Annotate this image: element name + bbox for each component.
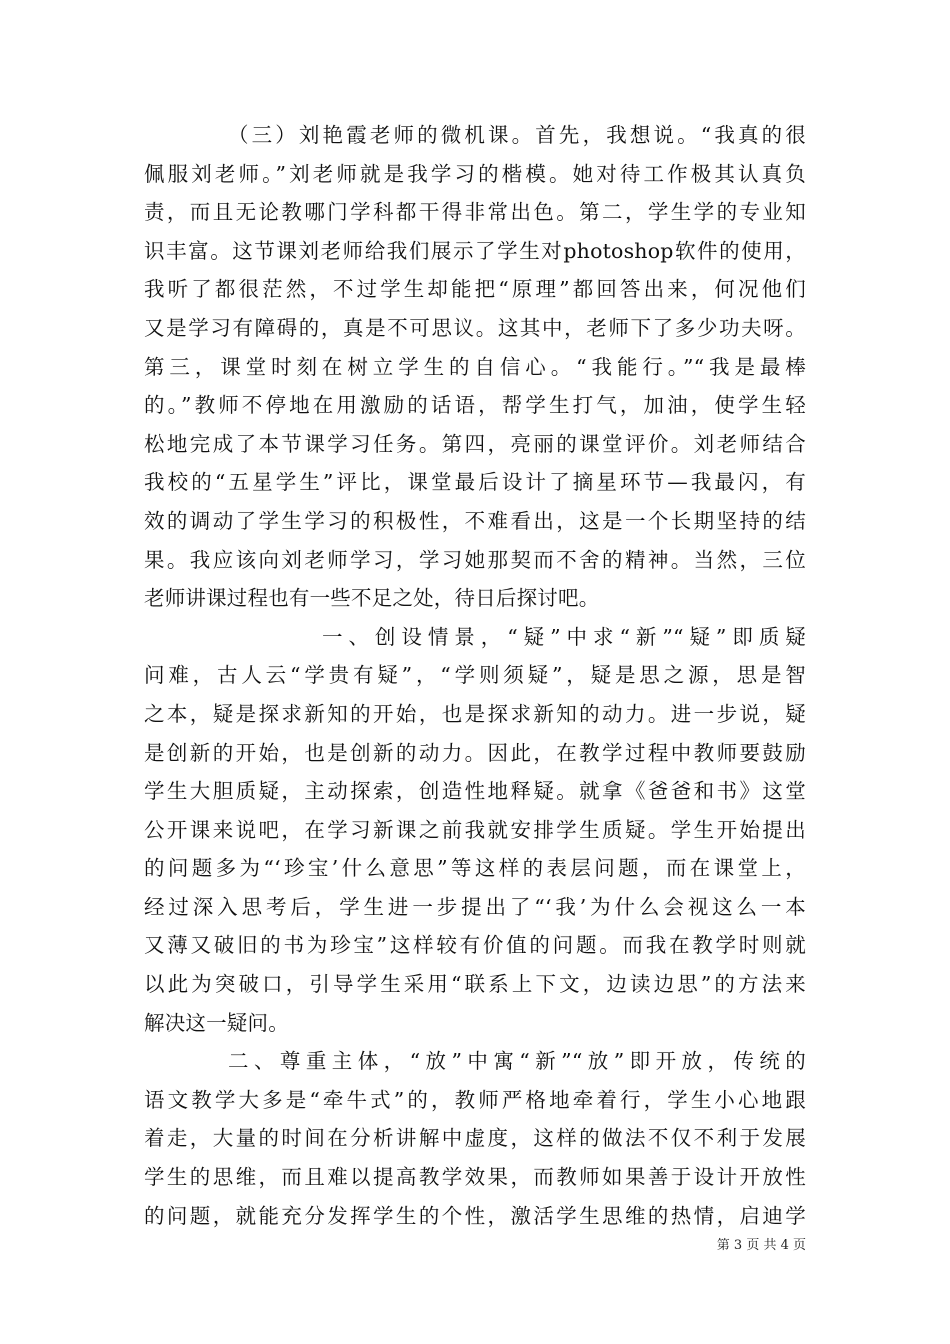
paragraph-2-line: 解决这一疑问。 <box>144 1010 289 1035</box>
paragraph-1-line: （三）刘艳霞老师的微机课。首先，我想说。“我真的很 <box>228 123 806 147</box>
paragraph-1-line: 责，而且无论教哪门学科都干得非常出色。第二，学生学的专业知 <box>144 200 806 225</box>
paragraph-1-line: 的。”教师不停地在用激励的话语，帮学生打气，加油，使学生轻 <box>144 393 806 418</box>
paragraph-3-line: 着走，大量的时间在分析讲解中虚度，这样的做法不仅不利于发展 <box>144 1126 806 1151</box>
paragraph-2-line: 是创新的开始，也是创新的动力。因此，在教学过程中教师要鼓励 <box>144 740 806 765</box>
paragraph-1-line: 效的调动了学生学习的积极性，不难看出，这是一个长期坚持的结 <box>144 508 806 533</box>
paragraph-2-line: 经过深入思考后，学生进一步提出了“‘我’为什么会视这么一本 <box>144 894 806 919</box>
paragraph-2-line: 学生大胆质疑，主动探索，创造性地释疑。就拿《爸爸和书》这堂 <box>144 779 806 804</box>
paragraph-1-line: 我听了都很茫然，不过学生却能把“原理”都回答出来，何况他们 <box>144 277 806 302</box>
paragraph-1-line: 识丰富。这节课刘老师给我们展示了学生对photoshop软件的使用， <box>144 238 806 263</box>
paragraph-1-line: 果。我应该向刘老师学习，学习她那契而不舍的精神。当然，三位 <box>144 547 806 572</box>
paragraph-3-line: 学生的思维，而且难以提高教学效果，而教师如果善于设计开放性 <box>144 1165 806 1190</box>
paragraph-1-line: 又是学习有障碍的，真是不可思议。这其中，老师下了多少功夫呀。 <box>144 315 806 340</box>
paragraph-2-line: 问难，古人云“学贵有疑”，“学则须疑”，疑是思之源，思是智 <box>144 663 806 688</box>
paragraph-3-line: 二、尊重主体，“放”中寓“新”“放”即开放，传统的 <box>228 1049 806 1074</box>
paragraph-2-line: 又薄又破旧的书为珍宝”这样较有价值的问题。而我在教学时则就 <box>144 933 806 958</box>
paragraph-1-line: 老师讲课过程也有一些不足之处，待日后探讨吧。 <box>144 586 600 611</box>
paragraph-2-line: 公开课来说吧，在学习新课之前我就安排学生质疑。学生开始提出 <box>144 817 806 842</box>
paragraph-2-line: 以此为突破口，引导学生采用“联系上下文，边读边思”的方法来 <box>144 972 806 997</box>
paragraph-1-line: 松地完成了本节课学习任务。第四，亮丽的课堂评价。刘老师结合 <box>144 431 806 456</box>
paragraph-1-line: 第三，课堂时刻在树立学生的自信心。“我能行。”“我是最棒 <box>144 354 806 379</box>
paragraph-2-line: 的问题多为“‘珍宝’什么意思”等这样的表层问题，而在课堂上， <box>144 856 806 881</box>
body-text <box>144 116 806 1235</box>
paragraph-3-line: 的问题，就能充分发挥学生的个性，激活学生思维的热情，启迪学 <box>144 1203 806 1228</box>
paragraph-1-line: 我校的“五星学生”评比，课堂最后设计了摘星环节—我最闪，有 <box>144 470 806 495</box>
paragraph-2-line: 一、创设情景，“疑”中求“新”“疑”即质疑 <box>322 624 806 649</box>
paragraph-1-line: 佩服刘老师。”刘老师就是我学习的楷模。她对待工作极其认真负 <box>144 161 806 186</box>
paragraph-3-line: 语文教学大多是“牵牛式”的，教师严格地牵着行，学生小心地跟 <box>144 1087 806 1112</box>
paragraph-2-line: 之本，疑是探求新知的开始，也是探求新知的动力。进一步说，疑 <box>144 701 806 726</box>
page-number: 第 3 页 共 4 页 <box>716 1238 806 1253</box>
